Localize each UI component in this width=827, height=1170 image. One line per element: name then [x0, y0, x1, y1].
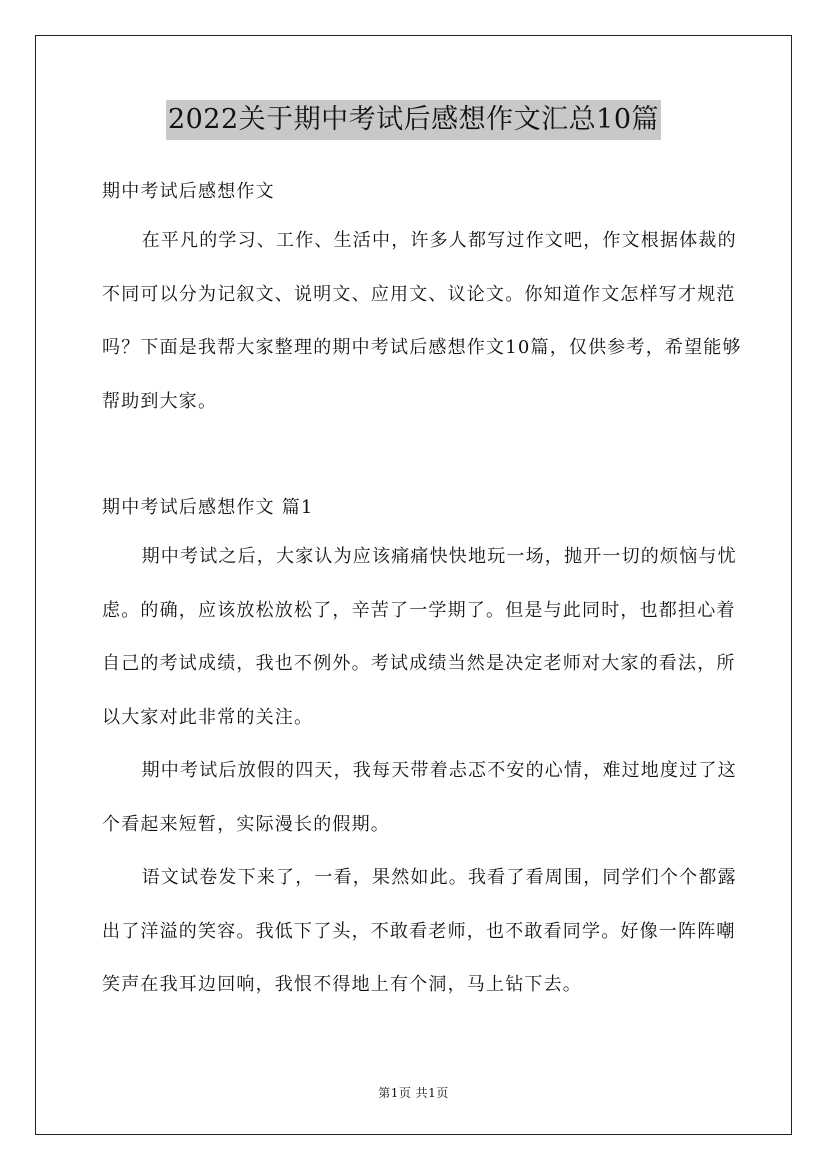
- document-title: 2022关于期中考试后感想作文汇总10篇: [166, 100, 661, 140]
- intro-paragraph: 在平凡的学习、工作、生活中，许多人都写过作文吧，作文根据体裁的不同可以分为记叙文、说明文、应用文、议论文。你知道作文怎样写才规范吗？下面是我帮大家整理的期中考试后感想作文10篇，仅供参考，希望能够帮助到大家。: [102, 230, 742, 412]
- intro-heading: 期中考试后感想作文: [102, 181, 275, 202]
- body-paragraph: 期中考试之后，大家认为应该痛痛快快地玩一场，抛开一切的烦恼与忧虑。的确，应该放松放松了，辛苦了一学期了。但是与此同时，也都担心着自己的考试成绩，我也不例外。考试成绩当然是决定老师对大家的看法，所以大家对此非常的关注。: [102, 546, 737, 728]
- title-container: [0, 100, 827, 140]
- section-heading: 期中考试后感想作文 篇1: [102, 497, 314, 518]
- section-gap: [102, 428, 742, 486]
- body-paragraph: 期中考试后放假的四天，我每天带着忐忑不安的心情，难过地度过了这个看起来短暂，实际漫长的假期。: [102, 760, 737, 835]
- document-body: [102, 170, 742, 1012]
- page-footer: 第1页 共1页: [378, 1086, 449, 1100]
- body-paragraph: 语文试卷发下来了，一看，果然如此。我看了看周围，同学们个个都露出了洋溢的笑容。我低下了头，不敢看老师，也不敢看同学。好像一阵阵嘲笑声在我耳边回响，我恨不得地上有个洞，马上钻下去。: [102, 867, 737, 995]
